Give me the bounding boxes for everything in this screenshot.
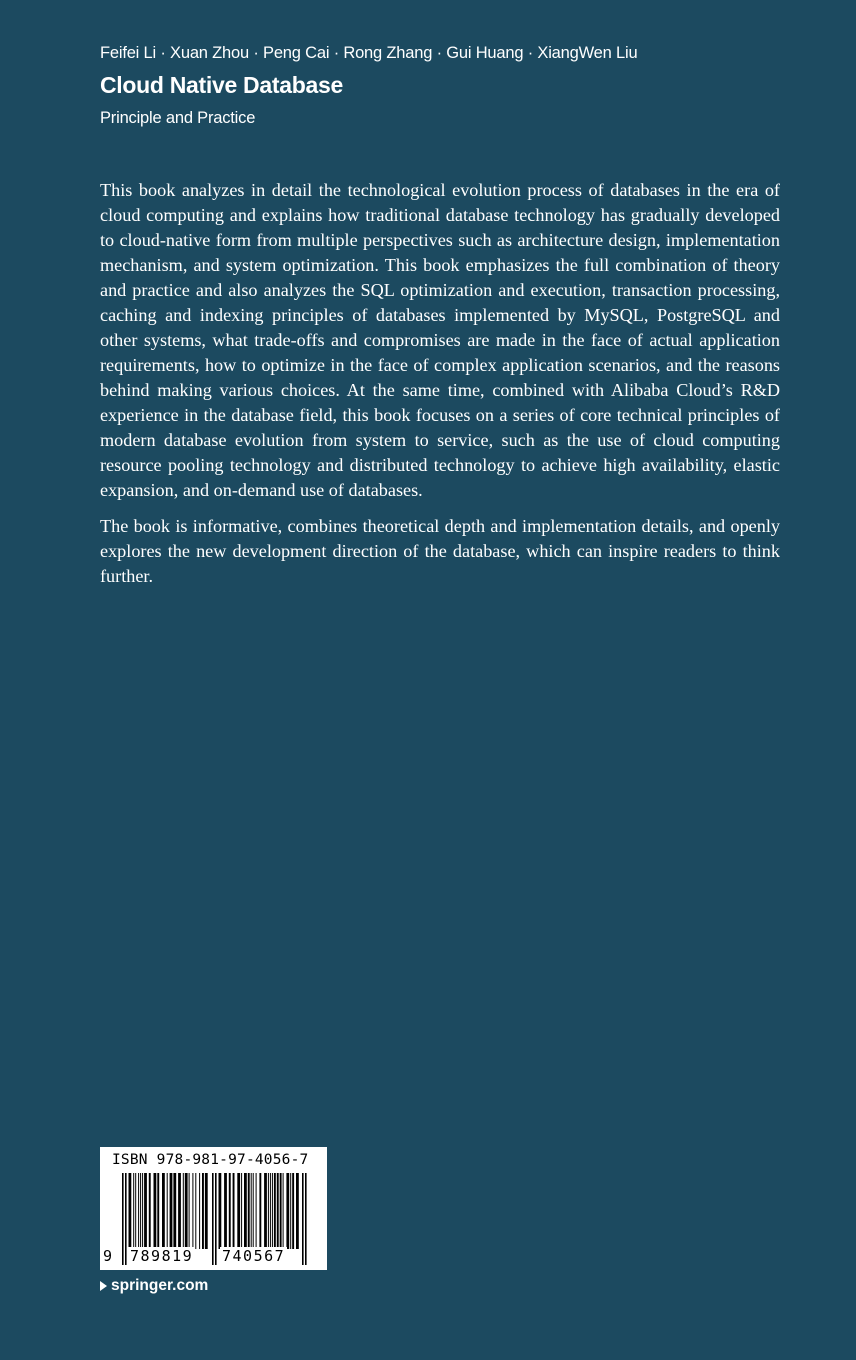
barcode-digit-lead: 9 xyxy=(103,1247,113,1265)
barcode-bar xyxy=(185,1173,188,1249)
barcode-bar xyxy=(192,1173,193,1249)
barcode-bar xyxy=(167,1173,168,1249)
barcode-digits-right: 740567 xyxy=(222,1247,286,1265)
barcode-bar xyxy=(133,1173,134,1249)
barcode-bar xyxy=(251,1173,252,1249)
barcode-bar xyxy=(259,1173,261,1249)
barcode-bar xyxy=(149,1173,151,1249)
publisher-url: springer.com xyxy=(111,1277,209,1294)
barcode-bar xyxy=(256,1173,257,1249)
barcode-bar xyxy=(183,1173,184,1249)
barcode-bar xyxy=(138,1173,139,1249)
barcode-bar xyxy=(189,1173,190,1249)
barcode-bar xyxy=(140,1173,141,1249)
barcode-bar xyxy=(144,1173,147,1249)
barcode-bar xyxy=(268,1173,269,1249)
description-paragraph-2: The book is informative, combines theoretical depth and implementation details, and openly explores the new development direction of the database, which can inspire readers to think further. xyxy=(100,516,780,586)
barcode-bar xyxy=(274,1173,276,1249)
barcode-bar xyxy=(142,1173,143,1249)
barcode-bar xyxy=(290,1173,291,1249)
barcode-bar xyxy=(280,1173,282,1249)
barcode-bar xyxy=(224,1173,227,1249)
barcode-guard-bar xyxy=(305,1173,307,1265)
description-paragraph-1: This book analyzes in detail the technological evolution process of databases in the era of cloud computing and explains how traditional database technology has gradually developed to cloud-native form from multiple perspectives such as architecture design, implementation mechanism, and system optimization. This book emphasizes the full combination of theory and practice and also analyzes the SQL optimization and execution, transaction processing, caching and indexing principles of databases implemented by MySQL, PostgreSQL and other systems, what trade-offs and compromises are made in the face of actual application requirements, how to optimize in the face of complex application scenarios, and the reasons behind making various choices. At the same time, combined with Alibaba Cloud’s R&D experience in the database field, this book focuses on a series of core technical principles of modern database evolution from system to service, such as the use of cloud computing resource pooling technology and distributed technology to achieve high availability, elastic expansion, and on-demand use of databases. xyxy=(100,180,780,500)
barcode-guard-bar xyxy=(302,1173,304,1265)
arrow-right-icon xyxy=(100,1281,107,1291)
isbn-label: ISBN 978-981-97-4056-7 xyxy=(112,1152,309,1168)
barcode-digits-left: 789819 xyxy=(130,1247,194,1265)
publisher-link[interactable] xyxy=(100,1277,208,1295)
barcode-bar xyxy=(277,1173,279,1249)
barcode-guard-bar xyxy=(212,1173,214,1265)
barcode-bar xyxy=(241,1173,242,1249)
barcode-bar xyxy=(270,1173,271,1249)
author-list: Feifei Li · Xuan Zhou · Peng Cai · Rong Zhang · Gui Huang · XiangWen Liu xyxy=(100,44,638,62)
barcode-bar xyxy=(170,1173,173,1249)
barcode-bar xyxy=(199,1173,200,1249)
isbn-barcode xyxy=(100,1147,327,1270)
barcode-bar xyxy=(244,1173,247,1249)
barcode-bar xyxy=(178,1173,181,1249)
barcode-bar xyxy=(292,1173,294,1249)
barcode-guard-bar xyxy=(125,1173,127,1265)
barcode-bar xyxy=(253,1173,254,1249)
book-title: Cloud Native Database xyxy=(100,72,343,98)
barcode-bar xyxy=(154,1173,157,1249)
barcode-bar xyxy=(272,1173,273,1249)
barcode-bar xyxy=(202,1173,204,1249)
barcode-bar xyxy=(162,1173,165,1249)
barcode-bar xyxy=(173,1173,176,1249)
barcode-bar xyxy=(195,1173,196,1249)
barcode-guard-bar xyxy=(122,1173,124,1265)
barcode-bar xyxy=(135,1173,136,1249)
barcode-bar xyxy=(237,1173,240,1249)
book-subtitle: Principle and Practice xyxy=(100,109,256,127)
barcode-bar xyxy=(264,1173,267,1249)
barcode-bar xyxy=(229,1173,231,1249)
barcode-bar xyxy=(296,1173,299,1249)
book-description xyxy=(100,178,780,600)
barcode-bar xyxy=(248,1173,250,1249)
barcode-bar xyxy=(233,1173,235,1249)
barcode-bar xyxy=(157,1173,159,1249)
barcode-bar xyxy=(205,1173,208,1249)
barcode-bar xyxy=(129,1173,132,1249)
barcode-bar xyxy=(286,1173,289,1249)
barcode-guard-bar xyxy=(215,1173,217,1265)
barcode-bar xyxy=(219,1173,222,1249)
barcode-bar xyxy=(283,1173,284,1249)
